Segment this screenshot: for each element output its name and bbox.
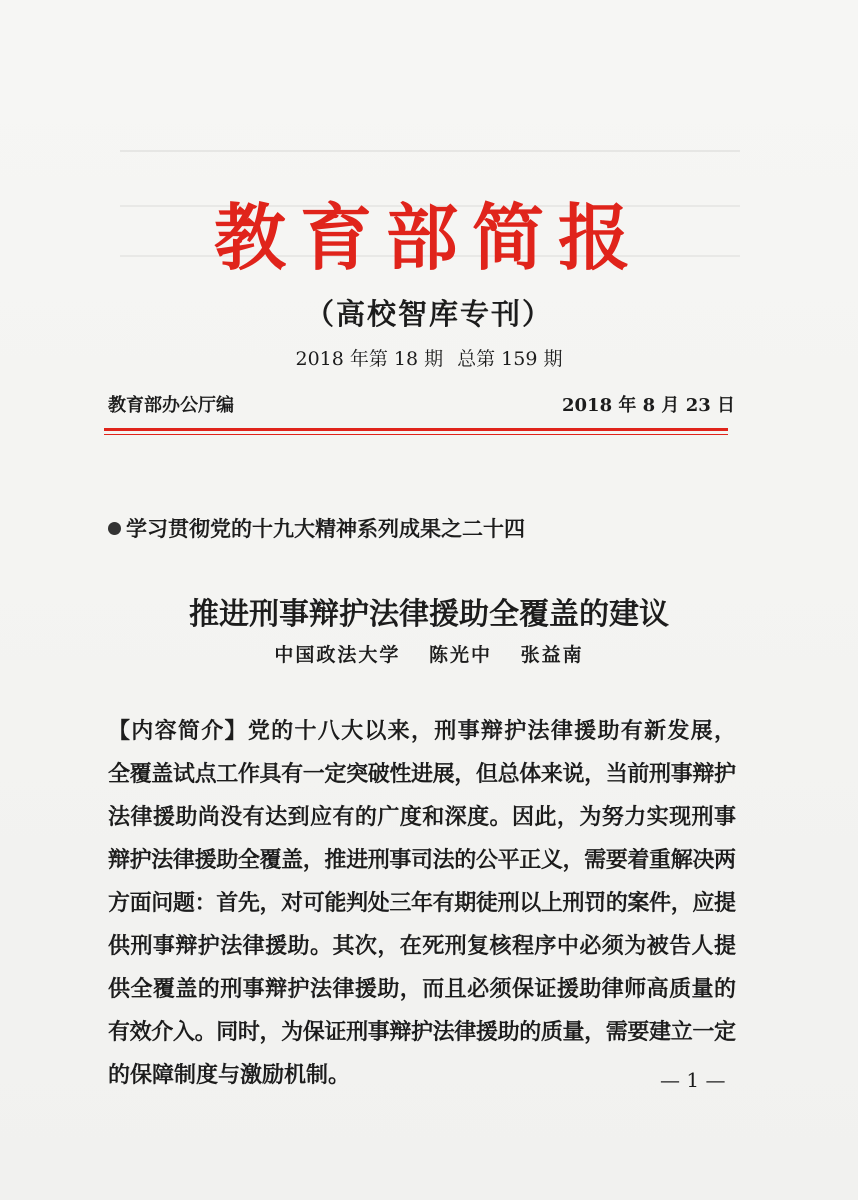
author-name: 张益南 bbox=[520, 644, 584, 666]
issue-year-number: 2018 年第 18 期 bbox=[295, 348, 444, 370]
header-rule-thick bbox=[104, 428, 728, 431]
publish-date: 2018 年 8 月 23 日 bbox=[562, 395, 736, 416]
issue-info bbox=[0, 344, 858, 371]
abstract-line-text: 有效介入。同时，为保证刑事辩护法律援助的质量，需要建立一定 bbox=[108, 1019, 736, 1045]
article-authors bbox=[0, 640, 858, 667]
bullet-icon bbox=[108, 522, 121, 535]
series-heading bbox=[108, 513, 525, 543]
abstract-line-text: 【内容简介】党的十八大以来，刑事辩护法律援助有新发展， bbox=[108, 718, 738, 744]
author-institution: 中国政法大学 bbox=[274, 644, 401, 666]
series-text: 学习贯彻党的十九大精神系列成果之二十四 bbox=[126, 517, 525, 541]
abstract-line bbox=[108, 925, 736, 968]
abstract-line-text: 的保障制度与激励机制。 bbox=[108, 1062, 351, 1088]
bulletin-subtitle: （高校智库专刊） bbox=[304, 297, 553, 331]
editor-office: 教育部办公厅编 bbox=[108, 395, 234, 416]
abstract-line-text: 辩护法律援助全覆盖，推进刑事司法的公平正义，需要着重解决两 bbox=[108, 847, 736, 873]
abstract-line bbox=[108, 839, 736, 882]
issue-total-number: 总第 159 期 bbox=[457, 348, 563, 370]
author-name: 陈光中 bbox=[428, 644, 492, 666]
abstract-line bbox=[108, 753, 736, 796]
abstract-line-text: 方面问题：首先，对可能判处三年有期徒刑以上刑罚的案件，应提 bbox=[108, 890, 736, 916]
abstract-line bbox=[108, 710, 736, 753]
page-number: — 1 — bbox=[660, 1068, 726, 1092]
abstract-line-text: 供全覆盖的刑事辩护法律援助，而且必须保证援助律师高质量的 bbox=[108, 976, 737, 1002]
show-through-texture bbox=[120, 150, 740, 152]
abstract-line-text: 全覆盖试点工作具有一定突破性进展，但总体来说，当前刑事辩护 bbox=[108, 761, 736, 787]
abstract-paragraph bbox=[108, 710, 736, 1097]
abstract-line-text: 供刑事辩护法律援助。其次，在死刑复核程序中必须为被告人提 bbox=[108, 933, 737, 959]
abstract-line-text: 法律援助尚没有达到应有的广度和深度。因此，为努力实现刑事 bbox=[108, 804, 737, 830]
article-title: 推进刑事辩护法律援助全覆盖的建议 bbox=[189, 597, 669, 632]
abstract-line bbox=[108, 1011, 736, 1054]
bulletin-title: 教育部简报 bbox=[213, 196, 644, 280]
abstract-line bbox=[108, 1054, 736, 1097]
abstract-line bbox=[108, 882, 736, 925]
abstract-line bbox=[108, 968, 736, 1011]
abstract-line bbox=[108, 796, 736, 839]
header-rule-thin bbox=[104, 434, 728, 435]
